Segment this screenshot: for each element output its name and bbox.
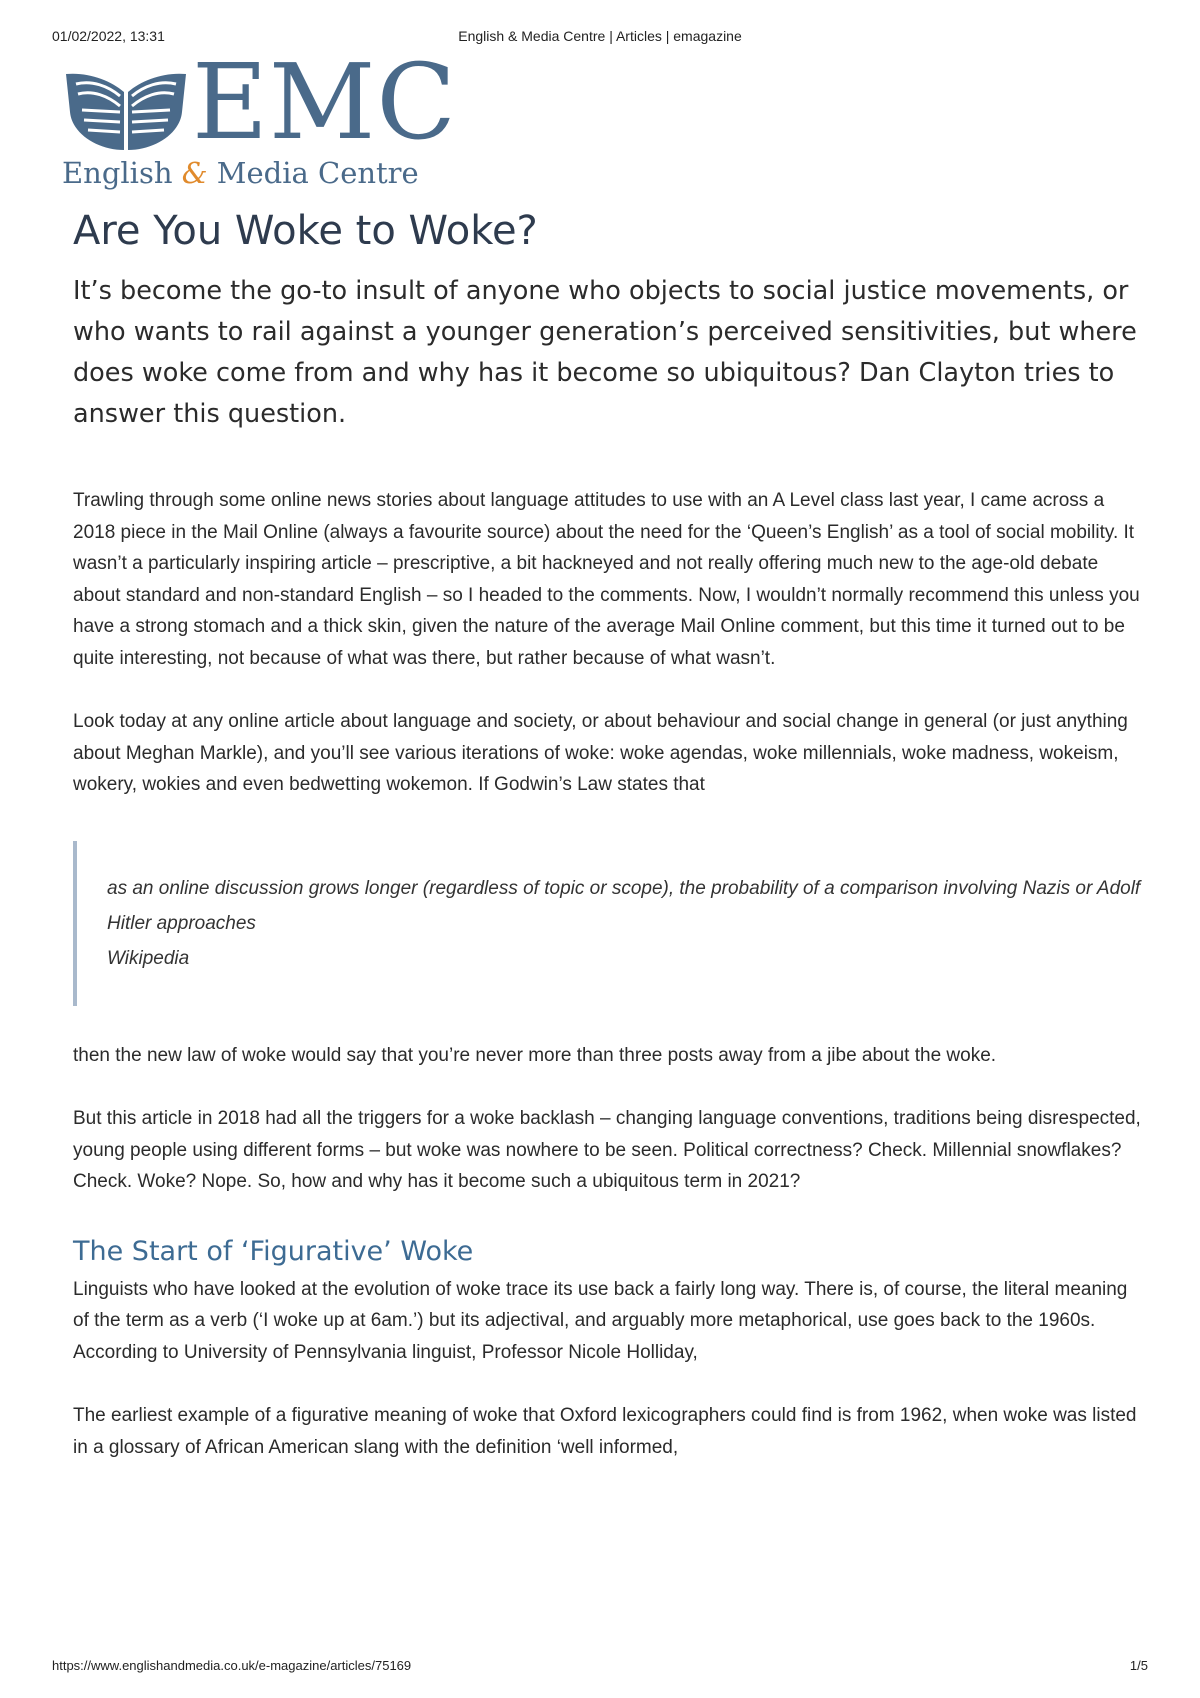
article-paragraph: Linguists who have looked at the evolution of woke trace its use back a fairly long way. There is, of course, the literal meaning of the term as a verb (‘I woke up at 6am.’) but its adjectival, and arguably more metaphorical, use goes back to the 1960s. According to University of Pennsylvania linguist, Professor Nicole Holliday,: [73, 1278, 1128, 1363]
article-paragraph: But this article in 2018 had all the triggers for a woke backlash – changing language conventions, traditions being disrespected, young people using different forms – but woke was nowhere to be seen. Political correctness? Check. Millennial snowflakes? Check. Woke? Nope. So, how and why has it become such a ubiquitous term in 2021?: [73, 1108, 1141, 1192]
print-url[interactable]: https://www.englishandmedia.co.uk/e-magazine/articles/75169: [52, 1658, 412, 1673]
section-heading: The Start of ‘Figurative’ Woke: [73, 1235, 474, 1267]
pull-quote: [73, 841, 1141, 1006]
quote-text: as an online discussion grows longer (regardless of topic or scope), the probability of a comparison involving Nazis or Adolf Hitler approaches: [107, 877, 1141, 934]
article-paragraph: Trawling through some online news stories about language attitudes to use with an A Level class last year, I came across a 2018 piece in the Mail Online (always a favourite source) about the need for the ‘Queen’s English’ as a tool of social mobility. It wasn’t a particularly inspiring article – prescriptive, a bit hackneyed and not really offering much new to the age-old debate about standard and non-standard English – so I headed to the comments. Now, I wouldn’t normally recommend this unless you have a strong stomach and a thick skin, given the nature of the average Mail Online comment, but this time it turned out to be quite interesting, not because of what was there, but rather because of what wasn’t.: [73, 490, 1140, 669]
print-footer: [52, 1658, 1148, 1676]
article-title: Are You Woke to Woke?: [73, 208, 538, 254]
article-paragraph: then the new law of woke would say that you’re never more than three posts away from a jibe about the woke.: [73, 1044, 997, 1066]
article-standfirst: It’s become the go-to insult of anyone who objects to social justice movements, or who wants to rail against a younger generation’s perceived sensitivities, but where does woke come from and why has it become so ubiquitous? Dan Clayton tries to answer this question.: [73, 276, 1137, 429]
logo-subtitle-left: English: [62, 156, 173, 190]
logo-subtitle-right: Media Centre: [216, 156, 419, 190]
print-page-title: English & Media Centre | Articles | emagazine: [458, 28, 742, 44]
logo-acronym: EMC: [192, 41, 457, 163]
article-paragraph: The earliest example of a figurative meaning of woke that Oxford lexicographers could find is from 1962, when woke was listed in a glossary of African American slang with the definition ‘well informed,: [73, 1405, 1137, 1458]
page-number: 1/5: [1129, 1658, 1148, 1673]
logo-subtitle: [62, 156, 419, 190]
print-datetime: 01/02/2022, 13:31: [52, 28, 165, 44]
open-book-icon: [62, 62, 190, 154]
logo-ampersand: &: [181, 156, 208, 190]
emc-logo[interactable]: [62, 41, 457, 192]
quote-source: Wikipedia: [107, 947, 190, 969]
article-paragraph: Look today at any online article about language and society, or about behaviour and social change in general (or just anything about Meghan Markle), and you’ll see various iterations of woke: woke agendas, woke millennials, woke madness, wokeism, wokery, wokies and even bedwetting wokemon. If Godwin’s Law states that: [73, 711, 1128, 795]
article: [73, 205, 1141, 1463]
